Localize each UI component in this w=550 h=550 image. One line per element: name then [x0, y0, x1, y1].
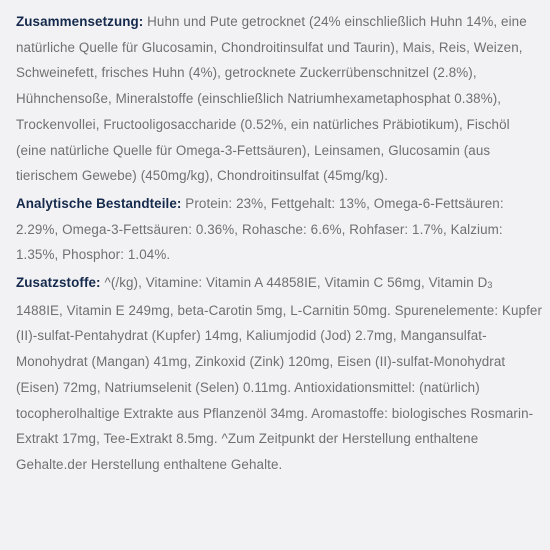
vitamin-d-subscript: 3 — [487, 280, 493, 291]
composition-label: Zusammensetzung: — [16, 14, 144, 29]
additives-label: Zusatzstoffe: — [16, 275, 101, 291]
composition-text: Huhn und Pute getrocknet (24% einschließlich Huhn 14%, eine natürliche Quelle für Glucosamin, Chondroitinsulfat und Taurin), Mais, Reis, Weizen, Schweinefett, frisches Huhn (4%), getrocknete Zuckerrübenschnitzel (2.8%), Hühnchensoße, Mineralstoffe (einschließlich Natriumhexametaphosphat 0.38%), Trockenvollei, Fructooligosaccharide (0.52%, ein natürliches Präbiotikum), Fischöl (eine natürliche Quelle für Omega-3-Fettsäuren), Leinsamen, Glucosamin (aus tierischem Gewebe) (450mg/kg), Chondroitinsulfat (45mg/kg). — [16, 14, 527, 184]
analytical-text: Protein: 23%, Fettgehalt: 13%, Omega-6-Fettsäuren: 2.29%, Omega-3-Fettsäuren: 0.36%, Rohasche: 6.6%, Rohfaser: 1.7%, Kalzium: 1.35%, Phosphor: 1.04%. — [16, 195, 504, 263]
analytical-section — [16, 191, 542, 268]
additives-text-part2: 1488IE, Vitamin E 249mg, beta-Carotin 5mg, L-Carnitin 50mg. Spurenelemente: Kupfer (II)-sulfat-Pentahydrat (Kupfer) 14mg, Kaliumjodid (Jod) 2.7mg, Mangansulfat-Monohydrat (Mangan) 41mg, Zinkoxid (Zink) 120mg, Eisen (II)-sulfat-Monohydrat (Eisen) 72mg, Natriumselenit (Selen) 0.11mg. Antioxidationsmittel: (natürlich) tocopherolhaltige Extrakte aus Pflanzenöl 34mg. Aromastoffe: biologisches Rosmarin-Extrakt 17mg, Tee-Extrakt 8.5mg. ^Zum Zeitpunkt der Herstellung enthaltene Gehalte.der Herstellung enthaltene Gehalte. — [16, 302, 543, 472]
ingredient-info — [16, 9, 542, 480]
composition-section — [16, 9, 542, 189]
additives-section — [16, 270, 542, 478]
additives-text-part1: ^(/kg), Vitamine: Vitamin A 44858IE, Vitamin C 56mg, Vitamin D — [100, 275, 488, 291]
analytical-label: Analytische Bestandteile: — [16, 195, 182, 211]
